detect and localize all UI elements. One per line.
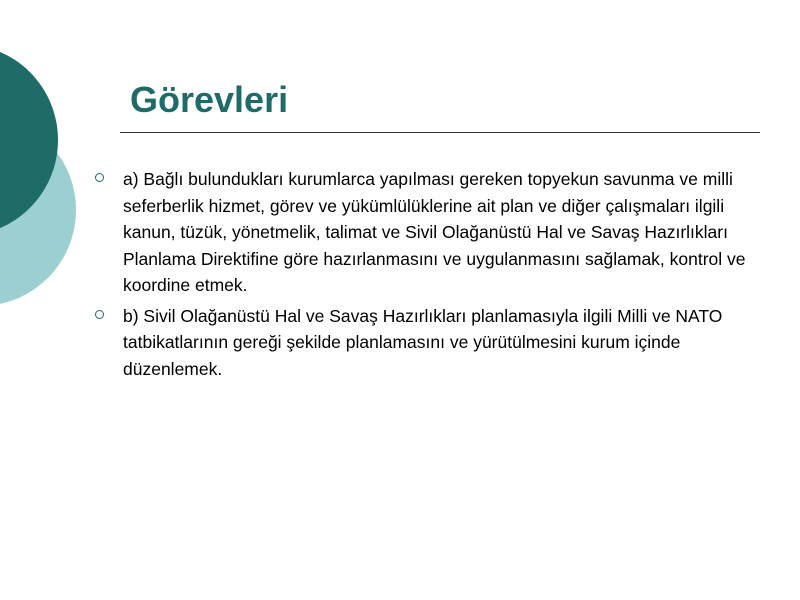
slide-title: Görevleri (130, 79, 289, 120)
hollow-circle-icon (95, 310, 104, 319)
bullet-text: a) Bağlı bulundukları kurumlarca yapılması gereken topyekun savunma ve milli seferberlik hizmet, görev ve yükümlülüklerine ait plan ve diğer çalışmaları ilgili kanun, tüzük, yönetmelik, talimat ve Sivil Olağanüstü Hal ve Savaş Hazırlıkları Planlama Direktifine göre hazırlanmasını ve uygulanmasını sağlamak, kontrol ve koordine etmek. (123, 169, 746, 295)
title-divider (120, 132, 760, 133)
bullet-item (95, 166, 755, 299)
hollow-circle-icon (95, 173, 104, 182)
bullet-text: b) Sivil Olağanüstü Hal ve Savaş Hazırlıkları planlamasıyla ilgili Milli ve NATO tatbikatlarının gereği şekilde planlamasını ve yürütülmesini kurum içinde düzenlemek. (123, 305, 723, 379)
bullet-item (95, 303, 755, 383)
bullet-list (95, 166, 755, 386)
